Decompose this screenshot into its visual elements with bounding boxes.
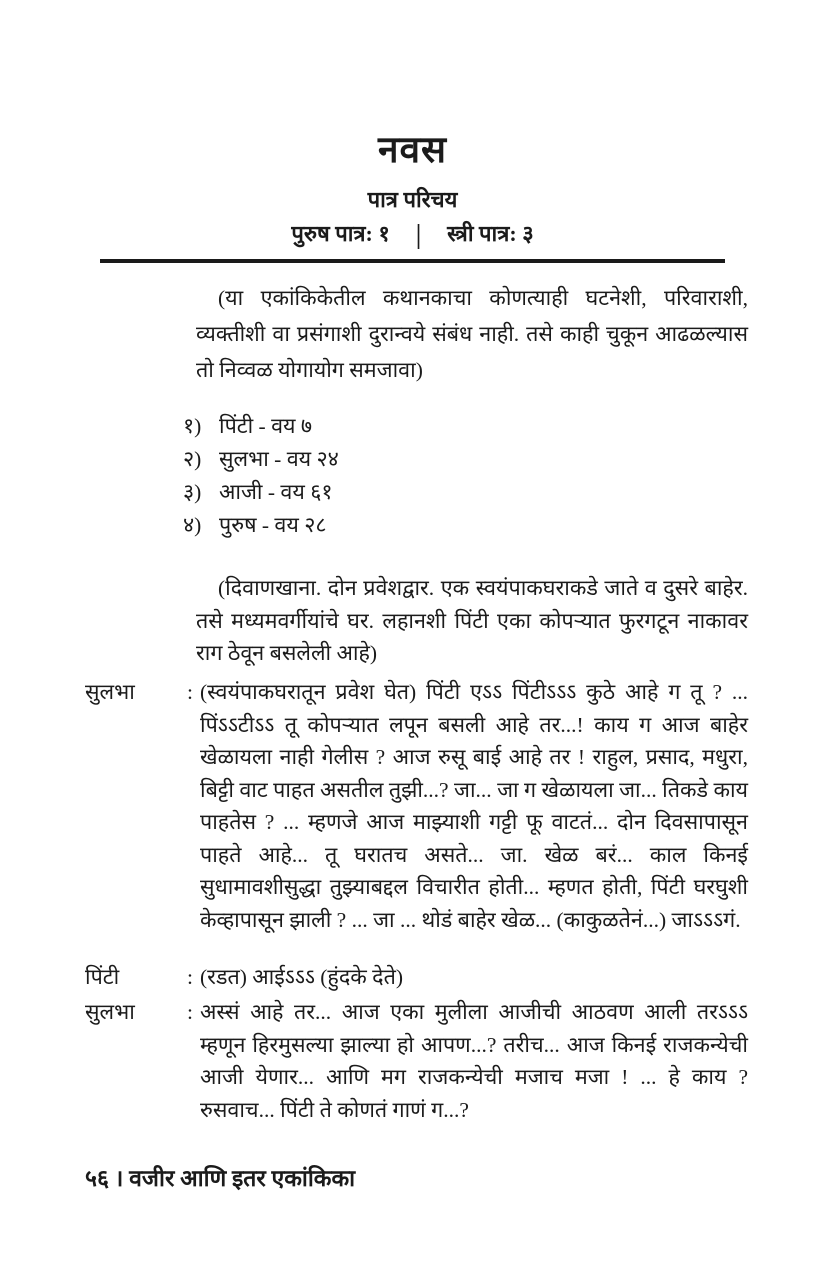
character-list-item [183,509,339,542]
page-title: नवस [377,130,448,171]
dialogue-row [85,961,748,994]
character-list-item [183,476,339,509]
cast-separator-bar: | [415,219,422,250]
character-number: १) [183,414,202,438]
character-name-age: आजी - वय ६१ [219,480,333,504]
dialogue-text: (स्वयंपाकघरातून प्रवेश घेत) पिंटी एऽऽ पिंटीऽऽऽ कुठे आहे ग तू ? ... पिंऽऽटीऽऽ तू कोपऱ्यात लपून बसली आहे तर...! काय ग आज बाहेर खेळायला नाही गेलीस ? आज रुसू बाई आहे तर ! राहुल, प्रसाद, मधुरा, बिट्टी वाट पाहत असतील तुझी...? जा... जा ग खेळायला जा... तिकडे काय पाहतेस ? ... म्हणजे आज माझ्याशी गट्टी फू वाटतं... दोन दिवसापासून पाहते आहे... तू घरातच असते... जा. खेळ बरं... काल किनई सुधामावशीसुद्धा तुझ्याबद्दल विचारीत होती... म्हणत होती, पिंटी घरघुशी केव्हापासून झाली ? ... जा ... थोडं बाहेर खेळ... (काकुळतेनं...) जाऽऽऽगं. [200,680,748,932]
female-cast-count: स्त्री पात्र: ३ [447,221,534,246]
speaker-name: पिंटी [85,965,120,989]
character-name-age: पुरुष - वय २८ [219,513,327,537]
character-number: ४) [183,513,202,537]
character-list-item [183,410,339,443]
page-number-book-title: ५६ । वजीर आणि इतर एकांकिका [85,1166,356,1191]
dialogue-row [85,996,748,1126]
speaker-colon: : [187,1000,193,1024]
dialogue-text: (रडत) आईऽऽऽ (हुंदके देते) [200,965,403,989]
character-list-item [183,443,339,476]
cast-section-heading: पात्र परिचय [367,187,458,212]
male-cast-count: पुरुष पात्र: १ [291,221,390,246]
speaker-name: सुलभा [85,1000,135,1024]
cast-count-line [0,218,825,249]
disclaimer-paragraph: (या एकांकिकेतील कथानकाचा कोणत्याही घटनेशी, परिवाराशी, व्यक्तीशी वा प्रसंगाशी दुरान्वये संबंध नाही. तसे काही चुकून आढळल्यास तो निव्वळ योगायोग समजावा) [196,286,748,382]
speaker-colon: : [187,680,193,704]
stage-direction-paragraph: (दिवाणखाना. दोन प्रवेशद्वार. एक स्वयंपाकघराकडे जाते व दुसरे बाहेर. तसे मध्यमवर्गीयांचे घर. लहानशी पिंटी एका कोपऱ्यात फुरगटून नाकावर राग ठेवून बसलेली आहे) [196,576,748,665]
character-number: २) [183,447,202,471]
horizontal-rule [100,259,725,263]
character-name-age: पिंटी - वय ७ [219,414,313,438]
speaker-name: सुलभा [85,680,135,704]
character-name-age: सुलभा - वय २४ [219,447,339,471]
dialogue-row [85,676,748,936]
speaker-colon: : [187,965,193,989]
dialogue-text: अस्सं आहे तर... आज एका मुलीला आजीची आठवण आली तरऽऽऽ म्हणून हिरमुसल्या झाल्या हो आपण...? तरीच... आज किनई राजकन्येची आजी येणार... आणि मग राजकन्येची मजाच मजा ! ... हे काय ? रुसवाच... पिंटी ते कोणतं गाणं ग...? [200,1000,748,1122]
character-list [183,410,339,542]
character-number: ३) [183,480,202,504]
